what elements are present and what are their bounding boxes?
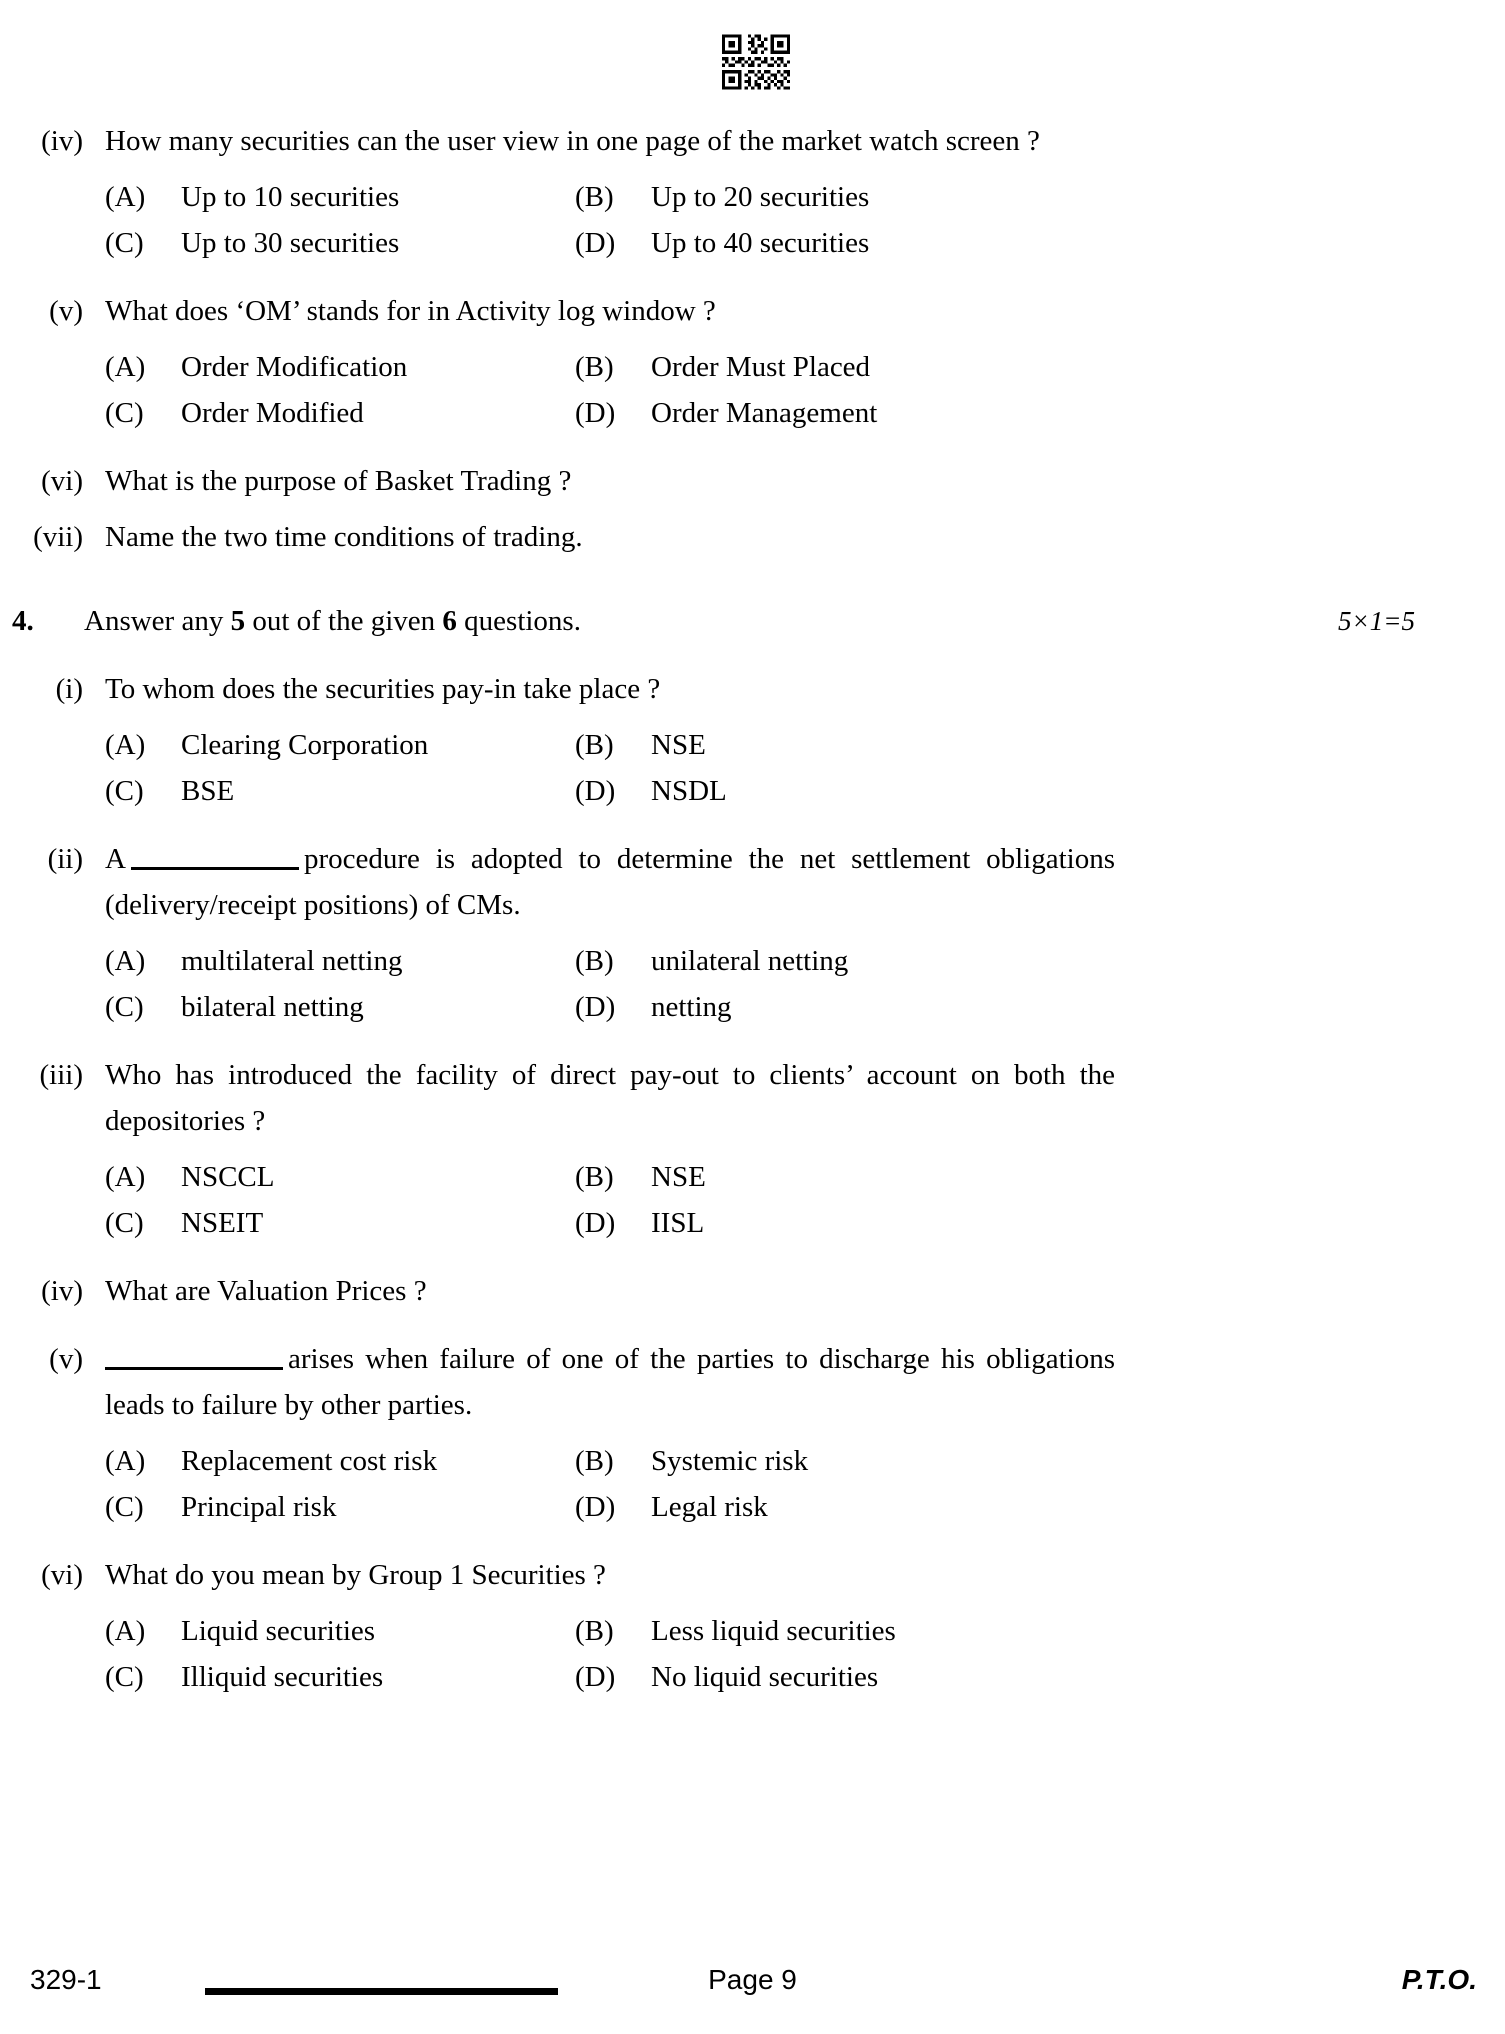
question-number: (vi) xyxy=(41,465,83,497)
option-b[interactable] xyxy=(575,1438,1115,1484)
option-label: (B) xyxy=(575,729,614,761)
option-text: Principal risk xyxy=(181,1491,337,1523)
turn-over-note: P.T.O. xyxy=(1401,1964,1477,1995)
option-a[interactable] xyxy=(105,1438,575,1484)
fill-in-blank[interactable] xyxy=(131,867,299,870)
option-a[interactable] xyxy=(105,1154,575,1200)
page-footer xyxy=(0,1956,1505,2010)
option-c[interactable] xyxy=(105,1484,575,1530)
question-text: What do you mean by Group 1 Securities ? xyxy=(105,1559,606,1591)
question-number: (vii) xyxy=(33,521,83,553)
question-text: What are Valuation Prices ? xyxy=(105,1275,427,1307)
option-label: (D) xyxy=(575,1207,616,1239)
option-text: NSCCL xyxy=(181,1161,275,1193)
option-text: unilateral netting xyxy=(651,945,849,977)
stem-middle: out of the given xyxy=(245,605,443,637)
options-group-4vi xyxy=(105,1608,1115,1700)
question-text: What is the purpose of Basket Trading ? xyxy=(105,465,572,497)
option-text: NSDL xyxy=(651,775,727,807)
option-text: Order Management xyxy=(651,397,878,429)
option-label: (B) xyxy=(575,1161,614,1193)
options-group-4iii xyxy=(105,1154,1115,1246)
option-a[interactable] xyxy=(105,938,575,984)
option-text: IISL xyxy=(651,1207,705,1239)
stem-after: questions. xyxy=(456,605,581,637)
question-text: Name the two time conditions of trading. xyxy=(105,521,583,553)
main-question-4 xyxy=(0,598,1415,644)
question-number: (v) xyxy=(49,295,83,327)
option-label: (C) xyxy=(105,227,144,259)
option-b[interactable] xyxy=(575,1154,1115,1200)
option-text: Up to 30 securities xyxy=(181,227,400,259)
question-text-suffix: arises when failure of one of the parties to discharge his obligations leads to failure by other parties. xyxy=(105,1343,1115,1421)
option-label: (A) xyxy=(105,945,146,977)
option-b[interactable] xyxy=(575,722,1115,768)
option-text: Legal risk xyxy=(651,1491,768,1523)
question-item-iv xyxy=(0,118,1415,164)
question-number: (iv) xyxy=(41,1275,83,1307)
option-label: (A) xyxy=(105,1615,146,1647)
page-content xyxy=(0,118,1505,1700)
marks-allocation: 5×1=5 xyxy=(1338,606,1415,636)
option-label: (D) xyxy=(575,397,616,429)
option-text: netting xyxy=(651,991,732,1023)
options-group-iv xyxy=(105,174,1115,266)
option-c[interactable] xyxy=(105,768,575,814)
main-question-stem xyxy=(84,598,581,644)
question4-item-i xyxy=(0,666,1415,712)
option-label: (A) xyxy=(105,1161,146,1193)
option-label: (C) xyxy=(105,991,144,1023)
option-label: (B) xyxy=(575,351,614,383)
option-a[interactable] xyxy=(105,344,575,390)
question-number: (ii) xyxy=(47,843,83,875)
options-group-4i xyxy=(105,722,1115,814)
option-label: (B) xyxy=(575,181,614,213)
fill-in-blank[interactable] xyxy=(105,1367,283,1370)
question-text-prefix: A xyxy=(105,843,126,875)
option-c[interactable] xyxy=(105,220,575,266)
option-text: Liquid securities xyxy=(181,1615,376,1647)
option-text: No liquid securities xyxy=(651,1661,879,1693)
option-b[interactable] xyxy=(575,174,1115,220)
option-label: (D) xyxy=(575,775,616,807)
question-number: (v) xyxy=(49,1343,83,1375)
option-text: NSE xyxy=(651,1161,706,1193)
option-label: (C) xyxy=(105,775,144,807)
options-group-4ii xyxy=(105,938,1115,1030)
option-d[interactable] xyxy=(575,390,1115,436)
option-b[interactable] xyxy=(575,938,1115,984)
option-d[interactable] xyxy=(575,220,1115,266)
option-text: Clearing Corporation xyxy=(181,729,429,761)
question-text: What does ‘OM’ stands for in Activity log window ? xyxy=(105,295,716,327)
option-a[interactable] xyxy=(105,1608,575,1654)
option-c[interactable] xyxy=(105,984,575,1030)
option-text: Up to 20 securities xyxy=(651,181,870,213)
option-label: (A) xyxy=(105,1445,146,1477)
question-number: (i) xyxy=(55,673,83,705)
option-text: Illiquid securities xyxy=(181,1661,384,1693)
option-a[interactable] xyxy=(105,174,575,220)
option-text: NSE xyxy=(651,729,706,761)
question4-item-iv xyxy=(0,1268,1415,1314)
option-b[interactable] xyxy=(575,1608,1115,1654)
option-text: BSE xyxy=(181,775,235,807)
option-label: (A) xyxy=(105,351,146,383)
option-label: (B) xyxy=(575,1615,614,1647)
option-text: bilateral netting xyxy=(181,991,364,1023)
option-label: (C) xyxy=(105,1207,144,1239)
question-number: (vi) xyxy=(41,1559,83,1591)
question-number: (iv) xyxy=(41,125,83,157)
option-text: Order Must Placed xyxy=(651,351,871,383)
option-label: (D) xyxy=(575,1491,616,1523)
question-text: To whom does the securities pay-in take place ? xyxy=(105,673,661,705)
option-c[interactable] xyxy=(105,1200,575,1246)
question-number: (iii) xyxy=(39,1059,83,1091)
question4-item-vi xyxy=(0,1552,1415,1598)
option-text: Replacement cost risk xyxy=(181,1445,438,1477)
question4-item-iii xyxy=(0,1052,1415,1144)
option-label: (A) xyxy=(105,729,146,761)
options-group-4v xyxy=(105,1438,1115,1530)
question-text xyxy=(105,836,1115,928)
option-label: (C) xyxy=(105,397,144,429)
option-label: (B) xyxy=(575,1445,614,1477)
stem-count-total: 6 xyxy=(442,605,457,637)
stem-before: Answer any xyxy=(84,605,231,637)
option-d[interactable] xyxy=(575,1484,1115,1530)
question-text: Who has introduced the facility of direct pay-out to clients’ account on both the depositories ? xyxy=(105,1059,1115,1137)
main-question-number: 4. xyxy=(12,605,34,637)
option-label: (D) xyxy=(575,991,616,1023)
page-number: Page 9 xyxy=(708,1964,797,1995)
option-text: Systemic risk xyxy=(651,1445,809,1477)
qr-code-icon xyxy=(722,34,790,90)
option-label: (D) xyxy=(575,227,616,259)
option-c[interactable] xyxy=(105,390,575,436)
question-item-vi xyxy=(0,458,1415,504)
option-d[interactable] xyxy=(575,984,1115,1030)
option-label: (A) xyxy=(105,181,146,213)
option-label: (D) xyxy=(575,1661,616,1693)
question-text xyxy=(105,1336,1115,1428)
option-d[interactable] xyxy=(575,768,1115,814)
option-label: (C) xyxy=(105,1661,144,1693)
options-group-v xyxy=(105,344,1115,436)
option-text: Order Modified xyxy=(181,397,364,429)
option-a[interactable] xyxy=(105,722,575,768)
option-text: NSEIT xyxy=(181,1207,264,1239)
option-c[interactable] xyxy=(105,1654,575,1700)
option-d[interactable] xyxy=(575,1654,1115,1700)
stem-count-answer: 5 xyxy=(230,605,246,637)
option-text: Up to 10 securities xyxy=(181,181,400,213)
question4-item-ii xyxy=(0,836,1415,928)
question-text-suffix: procedure is adopted to determine the net settlement obligations (delivery/receipt positions) of CMs. xyxy=(105,843,1115,921)
option-text: Order Modification xyxy=(181,351,408,383)
option-d[interactable] xyxy=(575,1200,1115,1246)
question4-item-v xyxy=(0,1336,1415,1428)
option-label: (B) xyxy=(575,945,614,977)
option-b[interactable] xyxy=(575,344,1115,390)
option-text: multilateral netting xyxy=(181,945,403,977)
paper-code: 329-1 xyxy=(30,1964,102,1995)
option-text: Less liquid securities xyxy=(651,1615,896,1647)
question-item-v xyxy=(0,288,1415,334)
question-text: How many securities can the user view in one page of the market watch screen ? xyxy=(105,125,1040,157)
option-text: Up to 40 securities xyxy=(651,227,870,259)
option-label: (C) xyxy=(105,1491,144,1523)
question-item-vii xyxy=(0,514,1415,560)
